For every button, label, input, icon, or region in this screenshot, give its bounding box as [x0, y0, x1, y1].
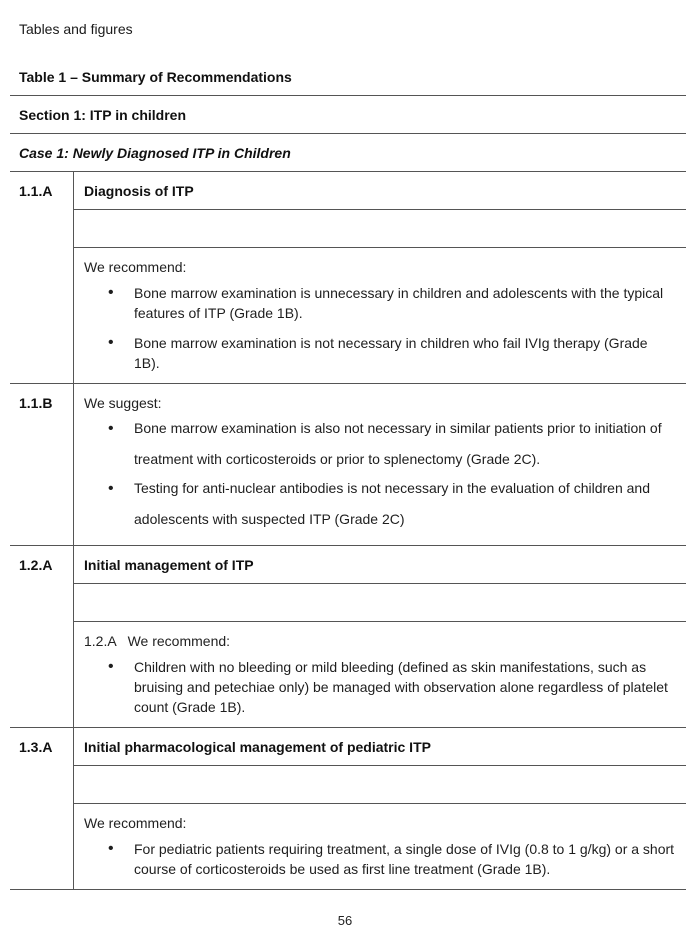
recommendation-code: 1.1.A [10, 172, 74, 383]
list-item: • Bone marrow examination is unnecessary in children and adolescents with the typical features of ITP (Grade 1B). [84, 283, 676, 323]
list-item: • Testing for anti-nuclear antibodies is not necessary in the evaluation of children and adolescents with suspected ITP (Grade 2C) [84, 473, 676, 535]
blank-row [74, 210, 686, 248]
blank-row [74, 584, 686, 622]
list-item: • For pediatric patients requiring treatment, a single dose of IVIg (0.8 to 1 g/kg) or a short course of corticosteroids be used as first line treatment (Grade 1B). [84, 839, 676, 879]
recommendation-body [74, 384, 686, 545]
list-item: • Bone marrow examination is also not necessary in similar patients prior to initiation of treatment with corticosteroids or prior to splenectomy (Grade 2C). [84, 413, 676, 475]
recommendation-content [74, 248, 686, 383]
recommendation-body [74, 172, 686, 383]
recommendation-heading: Diagnosis of ITP [74, 172, 686, 210]
recommendation-list [84, 413, 676, 535]
recommendation-block-1-1-b [10, 384, 686, 546]
recommendations-table [10, 58, 686, 890]
recommendation-list [84, 657, 676, 717]
recommendation-heading: Initial management of ITP [74, 546, 686, 584]
recommendation-heading: Initial pharmacological management of pediatric ITP [74, 728, 686, 766]
recommendation-list [84, 839, 676, 879]
recommendation-content [74, 804, 686, 889]
section-title: Section 1: ITP in children [10, 96, 686, 134]
recommendation-list [84, 283, 676, 373]
recommendation-body [74, 546, 686, 727]
recommendation-block-1-1-a [10, 172, 686, 384]
recommendation-content [74, 622, 686, 727]
recommendation-block-1-2-a [10, 546, 686, 728]
page-number: 56 [337, 913, 353, 928]
recommendation-lead: We suggest: [84, 395, 162, 411]
recommendation-code: 1.3.A [10, 728, 74, 889]
recommendation-lead: We recommend: [84, 815, 187, 831]
recommendation-block-1-3-a [10, 728, 686, 890]
page-heading: Tables and figures [19, 21, 133, 37]
table-title: Table 1 – Summary of Recommendations [10, 58, 686, 96]
recommendation-code: 1.2.A [10, 546, 74, 727]
recommendation-lead: We recommend: [84, 259, 187, 275]
list-item: • Children with no bleeding or mild bleeding (defined as skin manifestations, such as bruising and petechiae only) be managed with observation alone regardless of platelet count (Grade 1B). [84, 657, 676, 717]
recommendation-body [74, 728, 686, 889]
recommendation-lead: 1.2.A We recommend: [84, 633, 231, 649]
list-item: • Bone marrow examination is not necessary in children who fail IVIg therapy (Grade 1B). [84, 333, 676, 373]
recommendation-content [74, 384, 686, 545]
case-title: Case 1: Newly Diagnosed ITP in Children [10, 134, 686, 172]
recommendation-code: 1.1.B [10, 384, 74, 545]
blank-row [74, 766, 686, 804]
